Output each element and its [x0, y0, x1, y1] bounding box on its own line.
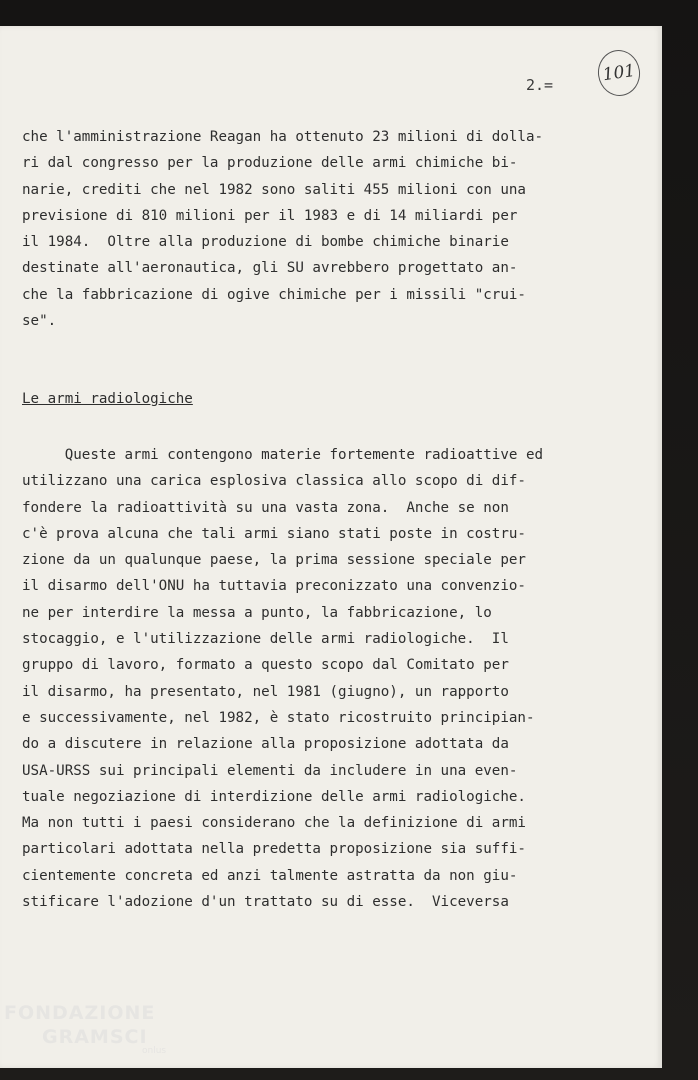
text-line: e successivamente, nel 1982, è stato ricostruito principian-	[22, 709, 535, 726]
intro-paragraph	[22, 124, 602, 334]
page-number: 2.=	[526, 76, 554, 94]
text-line: il 1984. Oltre alla produzione di bombe chimiche binarie	[22, 234, 509, 251]
watermark-logo	[4, 1002, 184, 1056]
text-line: destinate all'aeronautica, gli SU avrebbero progettato an-	[22, 260, 518, 277]
text-line: Queste armi contengono materie fortemente radioattive ed	[22, 447, 544, 463]
text-line: Ma non tutti i paesi considerano che la definizione di armi	[22, 815, 526, 832]
text-line: c'è prova alcuna che tali armi siano stati poste in costru-	[22, 525, 526, 542]
text-line: tuale negoziazione di interdizione delle armi radiologiche.	[22, 788, 526, 805]
text-line: narie, crediti che nel 1982 sono saliti 455 milioni con una	[22, 181, 526, 198]
text-line: utilizzano una carica esplosiva classica allo scopo di dif-	[22, 473, 526, 490]
text-line: ne per interdire la messa a punto, la fabbricazione, lo	[22, 604, 492, 621]
text-line: zione da un qualunque paese, la prima sessione speciale per	[22, 552, 526, 569]
watermark-line: FONDAZIONE	[4, 1002, 156, 1024]
watermark-line: GRAMSCI	[42, 1026, 148, 1048]
text-line: il disarmo dell'ONU ha tuttavia preconizzato una convenzio-	[22, 578, 526, 595]
watermark-line: onlus	[142, 1046, 167, 1056]
archive-stamp: 101	[595, 47, 643, 98]
text-line: particolari adottata nella predetta proposizione sia suffi-	[22, 841, 526, 858]
text-line: previsione di 810 milioni per il 1983 e di 14 miliardi per	[22, 207, 518, 224]
text-line: che l'amministrazione Reagan ha ottenuto 23 milioni di dolla-	[22, 129, 544, 145]
text-line: fondere la radioattività su una vasta zona. Anche se non	[22, 499, 509, 516]
text-line: se".	[22, 313, 57, 330]
text-line: stocaggio, e l'utilizzazione delle armi radiologiche. Il	[22, 631, 509, 648]
text-line: stificare l'adozione d'un trattato su di esse. Viceversa	[22, 894, 509, 911]
text-line: gruppo di lavoro, formato a questo scopo dal Comitato per	[22, 657, 509, 674]
text-line: ri dal congresso per la produzione delle armi chimiche bi-	[22, 155, 518, 172]
text-line: il disarmo, ha presentato, nel 1981 (giugno), un rapporto	[22, 683, 509, 700]
text-line: che la fabbricazione di ogive chimiche per i missili "crui-	[22, 286, 526, 303]
section-heading: Le armi radiologiche	[22, 391, 193, 407]
body-paragraph	[22, 442, 602, 915]
text-line: cientemente concreta ed anzi talmente astratta da non giu-	[22, 867, 518, 884]
text-line: do a discutere in relazione alla proposizione adottata da	[22, 736, 509, 753]
text-line: USA-URSS sui principali elementi da includere in una even-	[22, 762, 518, 779]
